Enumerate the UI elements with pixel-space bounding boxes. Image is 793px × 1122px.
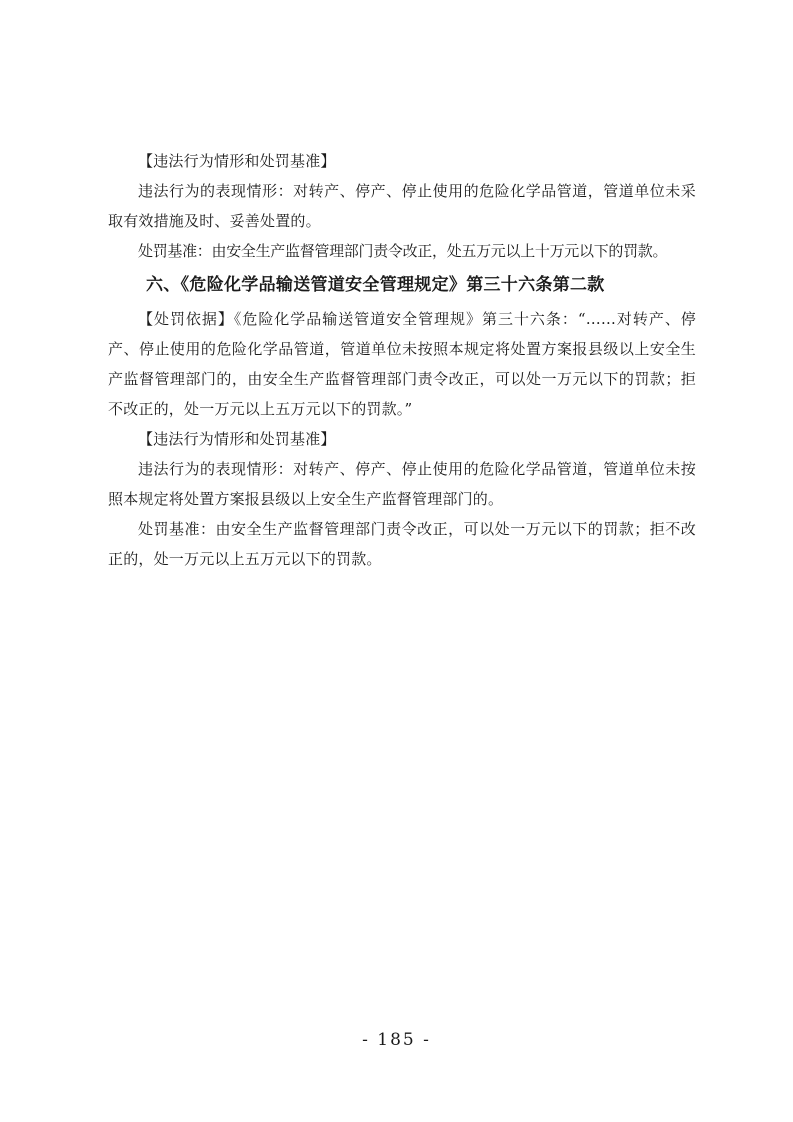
section-label-violation: 【违法行为情形和处罚基准】 (138, 152, 336, 170)
penalty-standard: 处罚基准：由安全生产监督管理部门责令改正，处五万元以上十万元以下的罚款。 (138, 242, 668, 260)
violation-description: 违法行为的表现情形：对转产、停产、停止使用的危险化学品管道，管道单位未采取有效措施及时、妥善处置的。 (108, 182, 696, 230)
penalty-standard: 处罚基准：由安全生产监督管理部门责令改正，可以处一万元以下的罚款；拒不改正的，处一万元以上五万元以下的罚款。 (108, 520, 696, 568)
document-body (108, 146, 696, 574)
page-number: - 185 - (362, 1030, 431, 1050)
section-heading: 六、《危险化学品输送管道安全管理规定》第三十六条第二款 (146, 275, 605, 295)
section-label-violation: 【违法行为情形和处罚基准】 (138, 430, 336, 448)
violation-description: 违法行为的表现情形：对转产、停产、停止使用的危险化学品管道，管道单位未按照本规定将处置方案报县级以上安全生产监督管理部门的。 (108, 460, 696, 508)
penalty-basis: 【处罚依据】《危险化学品输送管道安全管理规》第三十六条：“……对转产、停产、停止使用的危险化学品管道，管道单位未按照本规定将处置方案报县级以上安全生产监督管理部门的，由安全生产监督管理部门责令改正，可以处一万元以下的罚款；拒不改正的，处一万元以上五万元以下的罚款。” (108, 310, 696, 418)
